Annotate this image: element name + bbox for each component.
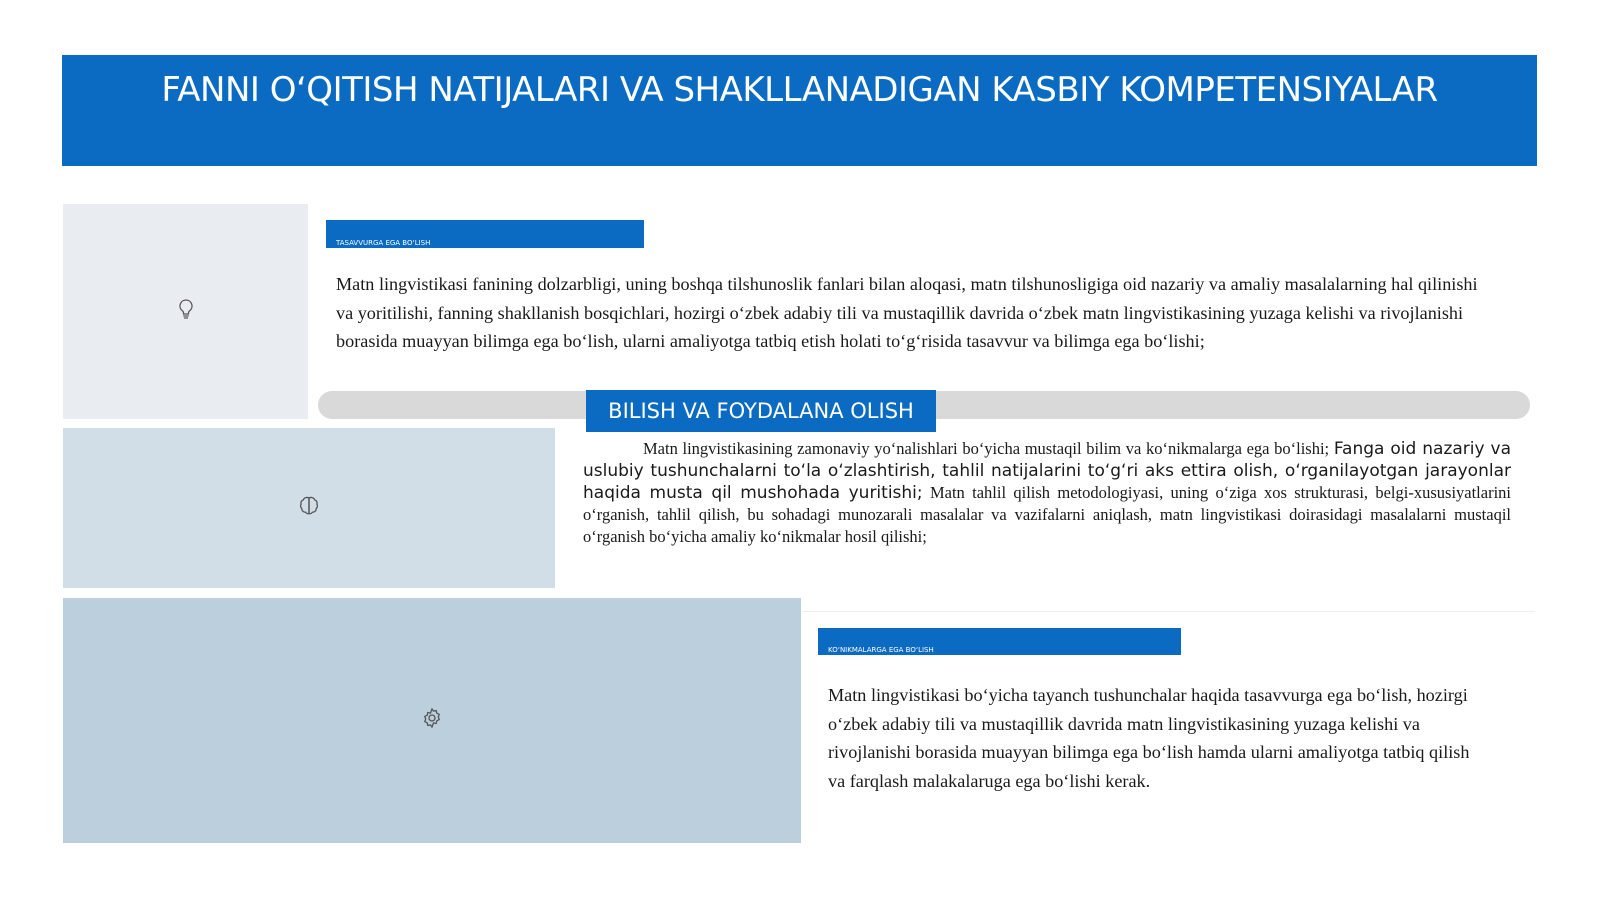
gear-icon: [420, 706, 444, 735]
section-text-tasavvur: Matn lingvistikasi fanining dolzarbligi, uning boshqa tilshunoslik fanlari bilan aloqasi, matn tilshunosligiga oid nazariy va amaliy masalalarning hal qilinishi va yoritilishi, fanning shakllanish bosqichlari, hozirgi o‘zbek adabiy tili va mustaqillik davrida o‘zbek matn lingvistikasining yuzaga kelishi va rivojlanishi borasida muayyan bilimga ega bo‘lish, ularni amaliyotga tatbiq etish holati to‘g‘risida tasavvur va bilimga ega bo‘lishi;: [336, 274, 1478, 351]
section-tag-tasavvur: [326, 220, 644, 248]
section-heading-bilish: [586, 390, 936, 432]
icon-tile-gear: [63, 598, 801, 843]
section-text-part1: Matn lingvistikasining zamonaviy yo‘nalishlari bo‘yicha mustaqil bilim va ko‘nikmalarga ega bo‘lishi;: [643, 439, 1334, 458]
section-text-part2: Fanga oid nazariy va uslubiy tushunchalarni to‘la o‘zlashtirish, tahlil natijalarini to‘g‘ri aks ettira olish, o‘rganilayotgan jarayonlar haqida musta qil mushohada yuritishi;: [583, 439, 1512, 503]
title-banner: [62, 55, 1537, 166]
section-tag-label: TASAVVURGA EGA BO‘LISH: [336, 239, 431, 247]
section-tag-konikma: [818, 628, 1181, 655]
section-text-part3: Matn tahlil qilish metodologiyasi, uning o‘ziga xos strukturasi, belgi-xususiyatlarini o‘rganish, tahlil qilish, bu sohadagi munozarali masalalar va vazifalarni aniqlash, matn lingvistikasi doirasidagi masalalarni mustaqil o‘rganish bo‘yicha amaliy ko‘nikmalar hosil qilishi;: [583, 483, 1512, 546]
divider-line: [803, 611, 1535, 612]
icon-tile-lightbulb: [63, 204, 308, 419]
section-text-konikma: Matn lingvistikasi bo‘yicha tayanch tushunchalar haqida tasavvurga ega bo‘lish, hozirgi o‘zbek adabiy tili va mustaqillik davrida matn lingvistikasining yuzaga kelishi va rivojlanishi borasida muayyan bilimga ega bo‘lish hamda ularni amaliyotga tatbiq qilish va farqlash malakalaruga ega bo‘lishi kerak.: [828, 685, 1470, 791]
section-tag-label: KO‘NIKMALARGA EGA BO‘LISH: [828, 646, 934, 654]
brain-icon: [297, 494, 321, 523]
page-title: FANNI O‘QITISH NATIJALARI VA SHAKLLANADIGAN KASBIY KOMPETENSIYALAR: [161, 70, 1438, 110]
lightbulb-icon: [174, 297, 198, 326]
section-heading-label: BILISH VA FOYDALANA OLISH: [608, 399, 914, 423]
section-text-bilish: [583, 438, 1511, 548]
icon-tile-brain: [63, 428, 555, 588]
